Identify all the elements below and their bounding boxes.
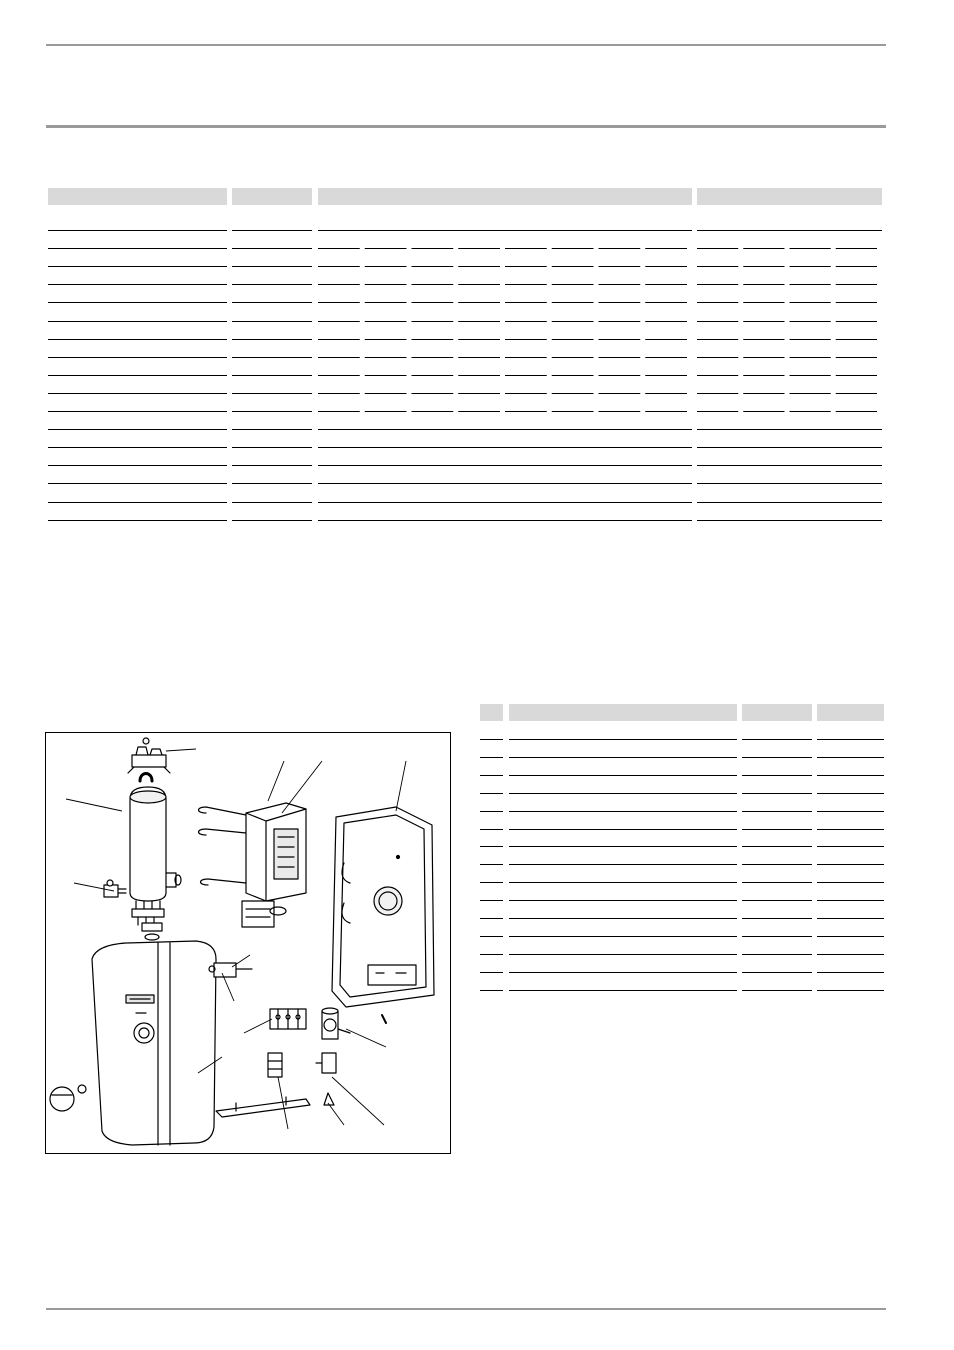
parts-header-cell xyxy=(742,704,812,721)
parts-header-cell xyxy=(480,704,503,721)
control-knob-part xyxy=(50,1085,86,1111)
sensor-part xyxy=(104,880,126,897)
rear-panel-part xyxy=(332,807,434,1023)
wall-bracket-part xyxy=(216,1097,310,1117)
callout-leader-line xyxy=(166,749,196,751)
callout-leader-line xyxy=(66,799,122,811)
callout-leader-line xyxy=(346,1029,386,1047)
callout-leader-line xyxy=(244,1019,272,1033)
parts-header-cell xyxy=(509,704,737,721)
cable-clamp-part xyxy=(209,963,252,977)
front-cover-part xyxy=(92,941,216,1145)
callout-leader-line xyxy=(268,761,284,801)
exploded-view-drawing xyxy=(46,733,452,1155)
heating-element-part xyxy=(130,774,181,941)
exploded-view-figure xyxy=(45,732,451,1154)
callout-leader-line xyxy=(328,1103,344,1125)
callout-leader-line xyxy=(282,761,322,813)
terminal-block-part xyxy=(270,1009,306,1029)
parts-header-cell xyxy=(817,704,884,721)
callout-leader-line xyxy=(332,1077,384,1125)
callout-leader-line xyxy=(396,761,406,811)
clamp-part xyxy=(128,738,170,773)
footer-rule xyxy=(46,1308,886,1310)
water-valve-part xyxy=(322,1008,350,1039)
callout-leader-line xyxy=(232,955,250,967)
electronic-module-part xyxy=(199,803,307,927)
